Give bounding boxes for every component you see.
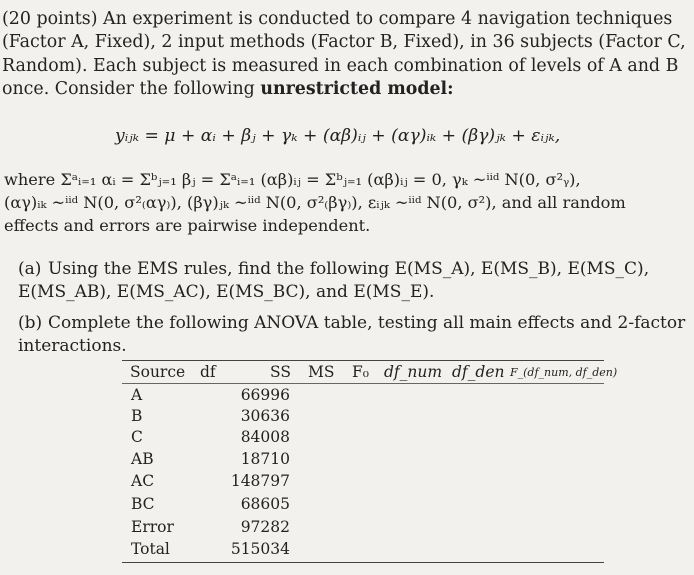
table-row <box>122 427 604 448</box>
question-a-label: (a) <box>18 259 42 279</box>
table-row <box>122 517 604 538</box>
table-header-rule <box>122 383 604 384</box>
row-ss: 84008 <box>240 428 290 446</box>
row-source: B <box>131 407 143 425</box>
header-df: df <box>200 363 216 381</box>
question-a-text: Using the EMS rules, find the following E(MS_A), E(MS_B), E(MS_C), E(MS_AB), E(MS_AC), E(MS_BC), and E(MS_E). <box>18 259 650 302</box>
question-a <box>18 258 686 303</box>
assumptions-line-1: where Σᵃᵢ₌₁ αᵢ = Σᵇⱼ₌₁ βⱼ = Σᵃᵢ₌₁ (αβ)ᵢⱼ = Σᵇⱼ₌₁ (αβ)ᵢⱼ = 0, γₖ ~ⁱⁱᵈ N(0, σ²ᵧ), <box>4 170 581 189</box>
row-source: AC <box>131 472 155 490</box>
row-ss: 30636 <box>240 407 290 425</box>
header-f-critical: F_(df_num, df_den) <box>510 366 618 379</box>
header-ms: MS <box>308 363 335 381</box>
row-source: BC <box>131 495 155 513</box>
assumptions-line-3: effects and errors are pairwise independent. <box>4 216 371 235</box>
row-ss: 18710 <box>240 450 290 468</box>
row-ss: 66996 <box>240 386 290 404</box>
header-source: Source <box>130 363 186 381</box>
row-ss: 97282 <box>240 518 290 536</box>
problem-intro <box>2 8 690 102</box>
table-row <box>122 494 604 515</box>
table-row <box>122 471 604 492</box>
header-df-den: df_den <box>452 363 505 381</box>
question-b-label: (b) <box>18 313 43 333</box>
row-ss: 515034 <box>230 540 290 558</box>
row-ss: 148797 <box>230 472 290 490</box>
table-row <box>122 406 604 427</box>
question-b <box>18 312 686 357</box>
row-source: A <box>131 386 143 404</box>
intro-text: (20 points) An experiment is conducted to compare 4 navigation techniques (Factor A, Fixed), 2 input methods (Factor B, Fixed), in 36 subjects (Factor C, Random). Each subject is measured in each combination of levels of A and B once. Consider the following <box>2 9 686 100</box>
row-ss: 68605 <box>240 495 290 513</box>
table-row <box>122 385 604 406</box>
table-row <box>122 449 604 470</box>
question-b-text: Complete the following ANOVA table, testing all main effects and 2-factor interactions. <box>18 313 686 356</box>
assumptions-line-2: (αγ)ᵢₖ ~ⁱⁱᵈ N(0, σ²₍αγ₎), (βγ)ⱼₖ ~ⁱⁱᵈ N(0, σ²₍βγ₎), εᵢⱼₖ ~ⁱⁱᵈ N(0, σ²), and all random <box>4 193 626 212</box>
model-assumptions <box>4 168 688 237</box>
anova-table <box>122 360 618 563</box>
row-source: C <box>131 428 143 446</box>
header-ss: SS <box>270 363 291 381</box>
header-df-num: df_num <box>384 363 443 381</box>
table-top-rule <box>122 360 604 361</box>
row-source: AB <box>131 450 154 468</box>
intro-bold: unrestricted model: <box>260 79 454 100</box>
row-source: Error <box>131 518 174 536</box>
table-row <box>122 539 604 560</box>
model-equation: yᵢⱼₖ = μ + αᵢ + βⱼ + γₖ + (αβ)ᵢⱼ + (αγ)ᵢₖ + (βγ)ⱼₖ + εᵢⱼₖ, <box>115 126 561 146</box>
table-bottom-rule <box>122 562 604 563</box>
header-f0: F₀ <box>352 363 369 381</box>
row-source: Total <box>131 540 170 558</box>
